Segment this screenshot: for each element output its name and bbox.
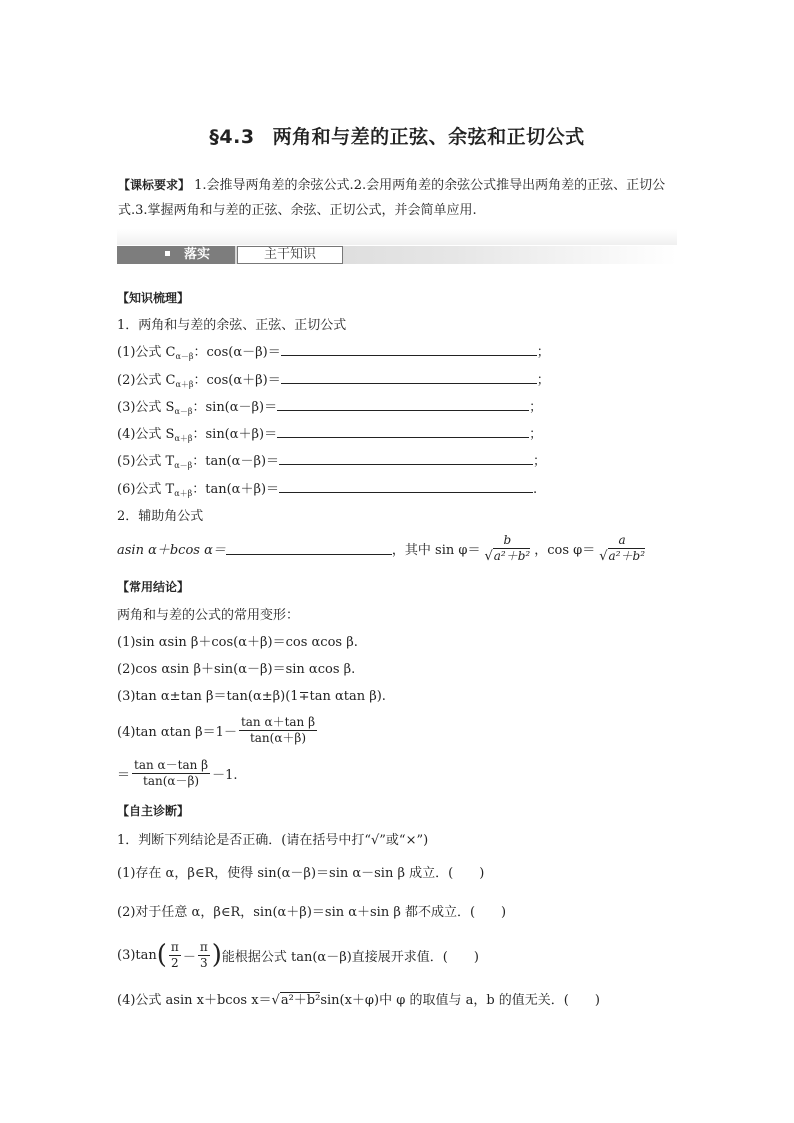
- fraction: $\frac{\text{tan α＋tan β}}{\tan(\alpha+\beta)}$: [240, 714, 316, 745]
- section-number: §4.3: [209, 126, 255, 148]
- common-item: (1)sin αsin β＋cos(α＋β)＝cos αcos β.: [117, 635, 358, 650]
- course-requirements: [118, 173, 678, 223]
- formula-row: (6)公式 $T_{\alpha+\beta}$：tan(α＋β)＝ .: [117, 482, 538, 498]
- common-item-4: (4)tan αtan β＝1－ $\frac{\text{tan α＋tan β}}{\tan(\alpha+\beta)}$: [117, 714, 316, 745]
- knowledge-item1-title: 1．两角和与差的余弦、正弦、正切公式: [117, 318, 347, 333]
- common-header: 【常用结论】: [117, 580, 190, 594]
- common-item: (2)cos αsin β＋sin(α－β)＝sin αcos β.: [117, 662, 356, 677]
- diagnosis-statement: (1)存在 α，β∈R，使得 sin(α－β)＝sin α－sin β 成立．( ): [117, 866, 485, 881]
- common-intro: 两角和与差的公式的常用变形：: [117, 608, 300, 623]
- formula-row: (2)公式 $C_{\alpha+\beta}$：cos(α＋β)＝ ；: [117, 373, 550, 389]
- auxiliary-angle-formula: asin α＋bcos α＝ ，其中 sin φ＝ $\frac{b}{\text{√a²＋b²}}$ ，cos φ＝ $\frac{a}{\text{√a²＋b²}}$: [117, 532, 646, 564]
- answer-blank[interactable]: [277, 425, 529, 438]
- formula-row: (4)公式 $S_{\alpha+\beta}$：sin(α＋β)＝ ；: [117, 427, 543, 443]
- diagnosis-statement-3: (3)tan ( $\frac{\pi}{2}$ － $\frac{\pi}{3}$ ) 能根据公式 tan(α－β)直接展开求值．( ): [117, 939, 479, 970]
- diagnosis-statement-4: (4)公式 asin x＋bcos x＝√a²＋b²sin(x＋φ)中 φ 的取值与 a，b 的值无关．( ): [117, 993, 600, 1008]
- fraction: $\frac{b}{\text{√a²＋b²}}$: [484, 532, 531, 564]
- square-bullet-icon: [165, 251, 170, 256]
- diagnosis-statement: (2)对于任意 α，β∈R，sin(α＋β)＝sin α＋sin β 都不成立．( ): [117, 905, 507, 920]
- answer-blank[interactable]: [281, 343, 537, 356]
- fraction: $\frac{\pi}{2}$: [170, 939, 179, 970]
- requirements-text: 1.会推导两角差的余弦公式.2.会用两角差的余弦公式推导出两角差的正弦、正切公式.3.掌握两角和与差的正弦、余弦、正切公式，并会简单应用.: [118, 178, 666, 218]
- answer-blank[interactable]: [226, 542, 392, 555]
- banner-tag-primary-label: 落实: [184, 247, 211, 262]
- answer-blank[interactable]: [281, 371, 537, 384]
- diagnosis-question: 1．判断下列结论是否正确．(请在括号中打“√”或“×”): [117, 833, 429, 848]
- page-title: [0, 122, 794, 149]
- requirements-label: 【课标要求】: [118, 178, 191, 192]
- common-item: (3)tan α±tan β＝tan(α±β)(1∓tan αtan β).: [117, 689, 386, 704]
- answer-blank[interactable]: [279, 480, 533, 493]
- banner-shadow: [117, 229, 677, 245]
- formula-row: (1)公式 $C_{\alpha-\beta}$：cos(α－β)＝ ；: [117, 345, 550, 361]
- title-text: 两角和与差的正弦、余弦和正切公式: [272, 126, 585, 148]
- answer-blank[interactable]: [279, 452, 533, 465]
- fraction: $\frac{\pi}{3}$: [199, 939, 208, 970]
- fraction: $\frac{a}{\text{√a²＋b²}}$: [599, 532, 646, 564]
- diagnosis-header: 【自主诊断】: [117, 804, 190, 818]
- banner-tag-primary: [117, 246, 235, 264]
- knowledge-item2-title: 2．辅助角公式: [117, 509, 204, 524]
- common-item-4b: ＝ $\frac{\text{tan α－tan β}}{\tan(\alpha-\beta)}$ －1.: [117, 757, 238, 788]
- fraction: $\frac{\text{tan α－tan β}}{\tan(\alpha-\beta)}$: [134, 757, 209, 788]
- formula-row: (3)公式 $S_{\alpha-\beta}$：sin(α－β)＝ ；: [117, 400, 543, 416]
- answer-blank[interactable]: [277, 398, 529, 411]
- left-paren: (: [156, 940, 167, 970]
- knowledge-header: 【知识梳理】: [117, 291, 190, 305]
- formula-row: (5)公式 $T_{\alpha-\beta}$：tan(α－β)＝ ；: [117, 454, 547, 470]
- banner-tag-secondary: 主干知识: [237, 246, 343, 264]
- right-paren: ): [211, 940, 222, 970]
